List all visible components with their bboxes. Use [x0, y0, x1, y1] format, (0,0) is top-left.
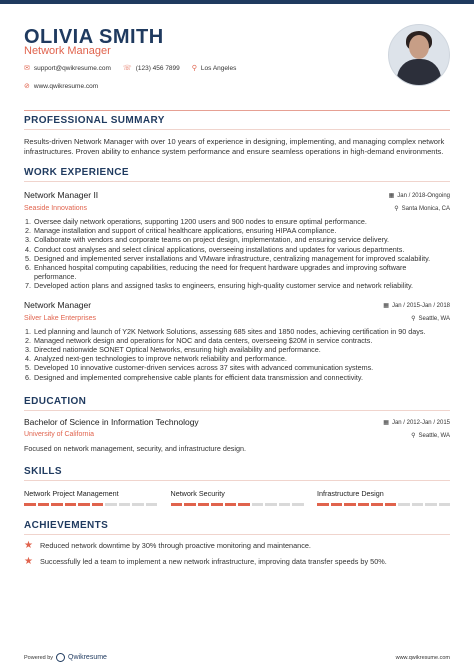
achievements-section [24, 516, 450, 567]
education-degree: Bachelor of Science in Information Technology [24, 416, 199, 427]
job-dates: Jan / 2015-Jan / 2018 [391, 302, 450, 309]
job-title: Network Manager [24, 299, 92, 310]
skill-segment-filled [385, 503, 397, 506]
list-item: 2. Manage installation and support of critical healthcare applications, ensuring HIPAA compliance. [33, 226, 450, 235]
job-dates: Jan / 2018-Ongoing [397, 193, 450, 199]
skill-segment-empty [252, 503, 264, 506]
list-item: 2. Managed network design and operations for NOC and data centers, overseeing $20M in service contracts. [33, 336, 450, 345]
pin-icon: ⚲ [411, 315, 416, 322]
education-school: University of California [24, 430, 95, 438]
list-item: 4. Conduct cost analyses and select clinical applications, overseeing installations and updates for various departments. [33, 245, 450, 254]
skill-segment-filled [331, 503, 343, 506]
list-item: 5. Developed 10 innovative customer-driven services across 37 sites with advanced communication systems. [33, 363, 450, 372]
contact-website[interactable] [24, 82, 98, 90]
summary-section [24, 111, 450, 156]
list-item: 7. Developed action plans and assigned tasks to engineers, ensuring high-quality customer service and network reliability. [33, 281, 450, 290]
phone-icon: ☏ [122, 65, 132, 72]
skill-segment-filled [78, 503, 90, 506]
skill-segment-empty [412, 503, 424, 506]
email-text: support@qwikresume.com [33, 64, 111, 72]
experience-divider [24, 181, 450, 182]
qwikresume-logo-icon [56, 653, 65, 662]
pin-icon: ⚲ [394, 206, 399, 212]
phone-text: (123) 456 7899 [135, 64, 180, 72]
achievements-heading: ACHIEVEMENTS [24, 519, 109, 531]
skill-segment-filled [198, 503, 210, 506]
list-item: 3. Collaborate with vendors and corporate teams on project design, implementation, and ensuring service delivery. [33, 235, 450, 244]
skill-item [171, 489, 304, 506]
skill-segment-filled [65, 503, 77, 506]
skill-segment-empty [119, 503, 131, 506]
achievement-item [24, 540, 450, 551]
photo-body [397, 59, 441, 86]
skill-level-bar [171, 503, 304, 506]
skills-divider [24, 480, 450, 481]
list-item: 1. Led planning and launch of Y2K Network Solutions, assessing 685 sites and 1850 nodes, achieving certification in 90 days. [33, 327, 450, 336]
skill-level-bar [24, 503, 157, 506]
skill-item [24, 489, 157, 506]
experience-section [24, 163, 450, 382]
skill-item [317, 489, 450, 506]
profile-photo [388, 24, 450, 86]
skill-segment-empty [146, 503, 158, 506]
link-icon: ⊘ [24, 83, 30, 90]
education-dates: Jan / 2012-Jan / 2015 [391, 419, 450, 426]
skill-segment-filled [371, 503, 383, 506]
list-item: 6. Designed and implemented comprehensive cable plants for efficient data transmission and connectivity. [33, 373, 450, 382]
brand-name: Qwikresume [68, 654, 107, 661]
calendar-icon: ▦ [388, 193, 395, 199]
education-divider [24, 410, 450, 411]
candidate-name: OLIVIA SMITH [24, 26, 164, 48]
skill-segment-empty [292, 503, 304, 506]
pin-icon: ⚲ [411, 432, 416, 439]
skill-segment-empty [105, 503, 117, 506]
powered-by-text: Powered by [24, 654, 54, 661]
job-company: Silver Lake Enterprises [24, 314, 96, 322]
skills-list [24, 489, 450, 506]
job-meta [389, 190, 450, 216]
list-item: 6. Enhanced hospital computing capabilities, reducing the need for frequent hardware upgrades and improving software performance. [33, 263, 450, 281]
skill-segment-empty [439, 503, 451, 506]
list-item: 3. Directed nationwide SONET Optical Networks, ensuring high availability and performance. [33, 345, 450, 354]
skill-segment-filled [92, 503, 104, 506]
skill-segment-filled [317, 503, 329, 506]
summary-text: Results-driven Network Manager with over 10 years of experience in designing, implementing, and managing complex network infrastructures. Proven ability to enhance system performance and ensure seamless operations in high-demand environments. [24, 137, 445, 156]
skill-segment-filled [225, 503, 237, 506]
skill-level-bar [317, 503, 450, 506]
skill-segment-filled [184, 503, 196, 506]
job-company: Seaside Innovations [24, 205, 88, 212]
candidate-role: Network Manager [24, 45, 111, 57]
achievement-text: Successfully led a team to implement a new network infrastructure, improving data transfer speeds by 50%. [40, 556, 387, 566]
skill-segment-filled [344, 503, 356, 506]
skill-segment-filled [171, 503, 183, 506]
skill-segment-empty [425, 503, 437, 506]
list-item: 1. Oversee daily network operations, supporting 1200 users and 900 nodes to ensure optimal performance. [33, 217, 450, 226]
skill-segment-filled [24, 503, 36, 506]
job-entry [24, 190, 450, 291]
achievement-text: Reduced network downtime by 30% through proactive monitoring and maintenance. [40, 540, 311, 550]
skill-segment-empty [265, 503, 277, 506]
education-entry [24, 417, 450, 453]
contact-phone[interactable] [123, 64, 180, 72]
skill-segment-filled [51, 503, 63, 506]
education-meta [383, 417, 450, 443]
contact-row [24, 64, 236, 72]
job-meta [383, 300, 450, 326]
map-pin-icon: ⚲ [191, 65, 197, 72]
skills-heading: SKILLS [24, 465, 62, 477]
footer-brand[interactable] [24, 653, 107, 662]
summary-divider [24, 129, 450, 130]
summary-heading: PROFESSIONAL SUMMARY [24, 115, 165, 126]
location-text: Los Angeles [200, 64, 237, 72]
skill-segment-empty [132, 503, 144, 506]
job-location: Santa Monica, CA [401, 206, 450, 212]
skill-name: Infrastructure Design [317, 488, 384, 498]
skill-segment-filled [358, 503, 370, 506]
skill-name: Network Security [170, 488, 225, 498]
star-icon: ★ [24, 539, 33, 551]
education-heading: EDUCATION [24, 395, 87, 407]
skill-segment-filled [38, 503, 50, 506]
experience-heading: WORK EXPERIENCE [24, 167, 129, 178]
job-location: Seattle, WA [418, 315, 450, 322]
job-entry [24, 300, 450, 382]
resume-header [24, 0, 450, 110]
skill-segment-empty [279, 503, 291, 506]
education-description: Focused on network management, security, and infrastructure design. [24, 443, 246, 453]
photo-face [409, 35, 429, 59]
page-footer [24, 653, 450, 662]
skill-segment-filled [211, 503, 223, 506]
achievement-item [24, 556, 450, 567]
calendar-icon: ▦ [383, 419, 389, 426]
job-title: Network Manager II [24, 190, 99, 200]
calendar-icon: ▦ [383, 302, 389, 309]
envelope-icon: ✉ [24, 65, 30, 72]
footer-site[interactable]: www.qwikresume.com [395, 654, 450, 661]
achievements-divider [24, 534, 450, 535]
contact-email[interactable] [24, 64, 111, 72]
skill-name: Network Project Management [24, 488, 119, 498]
contact-location [192, 64, 237, 72]
list-item: 4. Analyzed next-gen technologies to improve network reliability and performance. [33, 354, 450, 363]
skills-section [24, 462, 450, 506]
job-bullets [24, 327, 450, 382]
education-section [24, 392, 450, 453]
job-bullets [24, 217, 450, 291]
website-text: www.qwikresume.com [33, 82, 99, 90]
skill-segment-empty [398, 503, 410, 506]
star-icon: ★ [24, 555, 33, 567]
list-item: 5. Designed and implemented server installations and VMware infrastructure, centralizing management for improved scalability. [33, 254, 450, 263]
education-location: Seattle, WA [418, 432, 450, 439]
skill-segment-filled [238, 503, 250, 506]
